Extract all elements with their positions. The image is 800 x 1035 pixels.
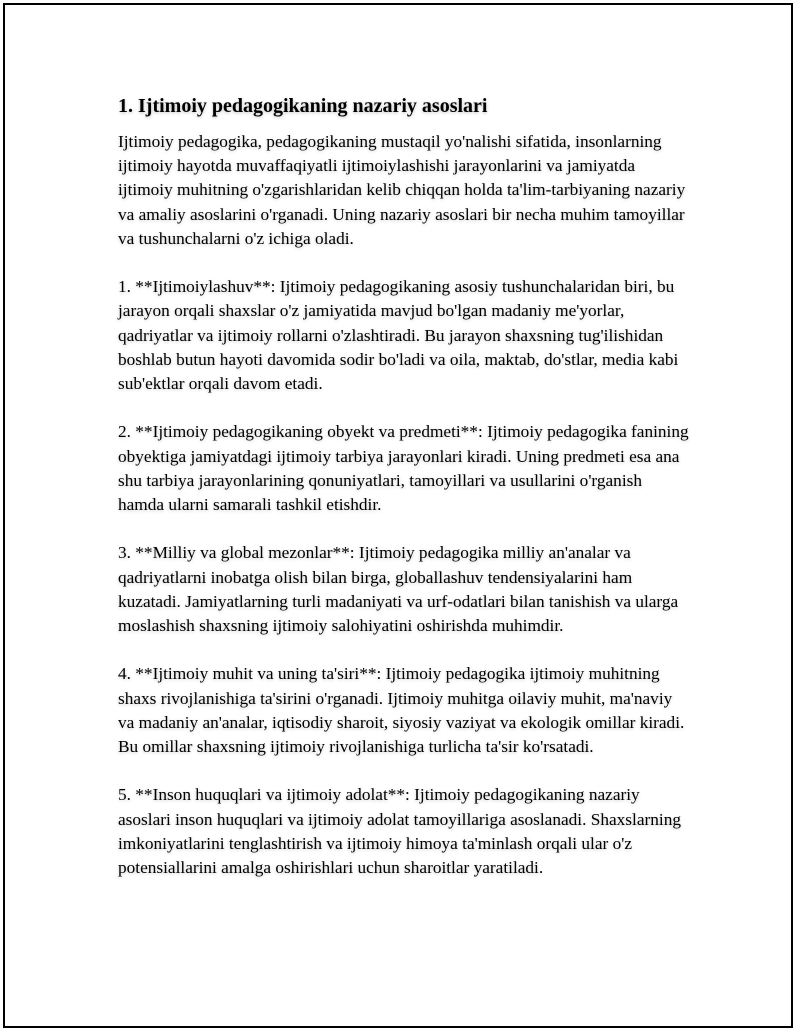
paragraph-national-global-criteria: 3. **Milliy va global mezonlar**: Ijtimoiy pedagogika milliy an'analar va qadriyatlarni inobatga olish bilan birga, globallashuv tendensiyalarini ham kuzatadi. Jamiyatlarning turli madaniyati va urf-odatlari bilan tanishish va ularga moslashish shaxsning ijtimoiy salohiyatini oshirishda muhimdir. bbox=[118, 543, 679, 636]
document-body bbox=[118, 92, 690, 880]
paragraph-social-environment: 4. **Ijtimoiy muhit va uning ta'siri**: Ijtimoiy pedagogika ijtimoiy muhitning shaxs rivojlanishiga ta'sirini o'rganadi. Ijtimoiy muhitga oilaviy muhit, ma'naviy va madaniy an'analar, iqtisodiy sharoit, siyosiy vaziyat va ekologik omillar kiradi. Bu omillar shaxsning ijtimoiy rivojlanishiga turlicha ta'sir ko'rsatadi. bbox=[118, 664, 685, 757]
intro-paragraph: Ijtimoiy pedagogika, pedagogikaning mustaqil yo'nalishi sifatida, insonlarning ijtimoiy hayotda muvaffaqiyatli ijtimoiylashishi jarayonlarini va jamiyatda ijtimoiy muhitning o'zgarishlaridan kelib chiqqan holda ta'lim-tarbiyaning nazariy va amaliy asoslarini o'rganadi. Uning nazariy asoslari bir necha muhim tamoyillar va tushunchalarni o'z ichiga oladi. bbox=[118, 132, 686, 248]
document-title: 1. Ijtimoiy pedagogikaning nazariy asoslari bbox=[118, 95, 488, 117]
paragraph-object-subject: 2. **Ijtimoiy pedagogikaning obyekt va predmeti**: Ijtimoiy pedagogika fanining obyektiga jamiyatdagi ijtimoiy tarbiya jarayonlari kiradi. Uning predmeti esa ana shu tarbiya jarayonlarining qonuniyatlari, tamoyillari va usullarini o'rganish hamda ularni samarali tashkil etishdir. bbox=[118, 422, 689, 515]
paragraph-human-rights: 5. **Inson huquqlari va ijtimoiy adolat**: Ijtimoiy pedagogikaning nazariy asoslari inson huquqlari va ijtimoiy adolat tamoyillariga asoslanadi. Shaxslarning imkoniyatlarini tenglashtirish va ijtimoiy himoya ta'minlash orqali ular o'z potensiallarini amalga oshirishlari uchun sharoitlar yaratiladi. bbox=[118, 785, 681, 878]
paragraph-socialization: 1. **Ijtimoiylashuv**: Ijtimoiy pedagogikaning asosiy tushunchalaridan biri, bu jarayon orqali shaxslar o'z jamiyatida mavjud bo'lgan madaniy me'yorlar, qadriyatlar va ijtimoiy rollarni o'zlashtiradi. Bu jarayon shaxsning tug'ilishidan boshlab butun hayoti davomida sodir bo'ladi va oila, maktab, do'stlar, media kabi sub'ektlar orqali davom etadi. bbox=[118, 277, 679, 394]
